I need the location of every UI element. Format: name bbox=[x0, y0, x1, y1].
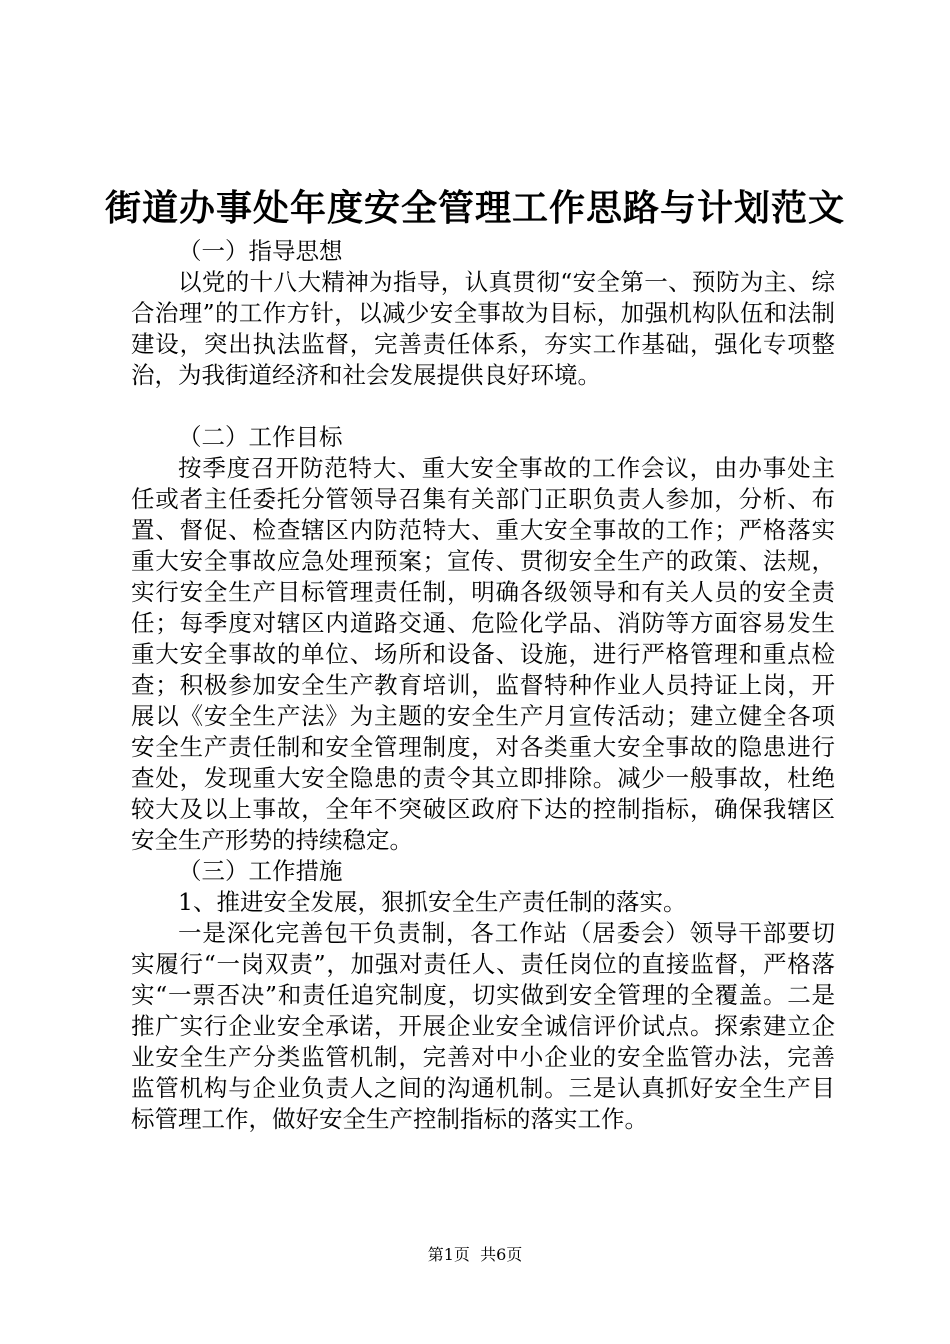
page-footer: 第1页 共6页 bbox=[427, 1245, 523, 1264]
body-paragraph: 按季度召开防范特大、重大安全事故的工作会议，由办事处主任或者主任委托分管领导召集有关部门正职负责人参加，分析、布置、督促、检查辖区内防范特大、重大安全事故的工作；严格落实重大安全事故应急处理预案；宣传、贯彻安全生产的政策、法规，实行安全生产目标管理责任制，明确各级领导和有关人员的安全责任；每季度对辖区内道路交通、危险化学品、消防等方面容易发生重大安全事故的单位、场所和设备、设施，进行严格管理和重点检查；积极参加安全生产教育培训，监督特种作业人员持证上岗，开展以《安全生产法》为主题的安全生产月宣传活动；建立健全各项安全生产责任制和安全管理制度，对各类重大安全事故的隐患进行查处，发现重大安全隐患的责令其立即排除。减少一般事故，杜绝较大及以上事故，全年不突破区政府下达的控制指标，确保我辖区安全生产形势的持续稳定。 bbox=[131, 454, 835, 854]
body-paragraph: 以党的十八大精神为指导，认真贯彻“安全第一、预防为主、综合治理”的工作方针，以减少安全事故为目标，加强机构队伍和法制建设，突出执法监督，完善责任体系，夯实工作基础，强化专项整治，为我街道经济和社会发展提供良好环境。 bbox=[131, 268, 835, 389]
section-heading: （二）工作目标 bbox=[178, 423, 343, 451]
document-title: 街道办事处年度安全管理工作思路与计划范文 bbox=[104, 187, 845, 229]
body-paragraph: 1、推进安全发展，狠抓安全生产责任制的落实。 bbox=[178, 888, 687, 916]
document-body bbox=[131, 236, 835, 1135]
section-heading: （一）指导思想 bbox=[178, 237, 343, 265]
section-heading: （三）工作措施 bbox=[178, 857, 343, 885]
body-paragraph: 一是深化完善包干负责制，各工作站（居委会）领导干部要切实履行“一岗双责”，加强对责任人、责任岗位的直接监督，严格落实“一票否决”和责任追究制度，切实做到安全管理的全覆盖。二是推广实行企业安全承诺，开展企业安全诚信评价试点。探索建立企业安全生产分类监管机制，完善对中小企业的安全监管办法，完善监管机构与企业负责人之间的沟通机制。三是认真抓好安全生产目标管理工作，做好安全生产控制指标的落实工作。 bbox=[131, 919, 835, 1133]
